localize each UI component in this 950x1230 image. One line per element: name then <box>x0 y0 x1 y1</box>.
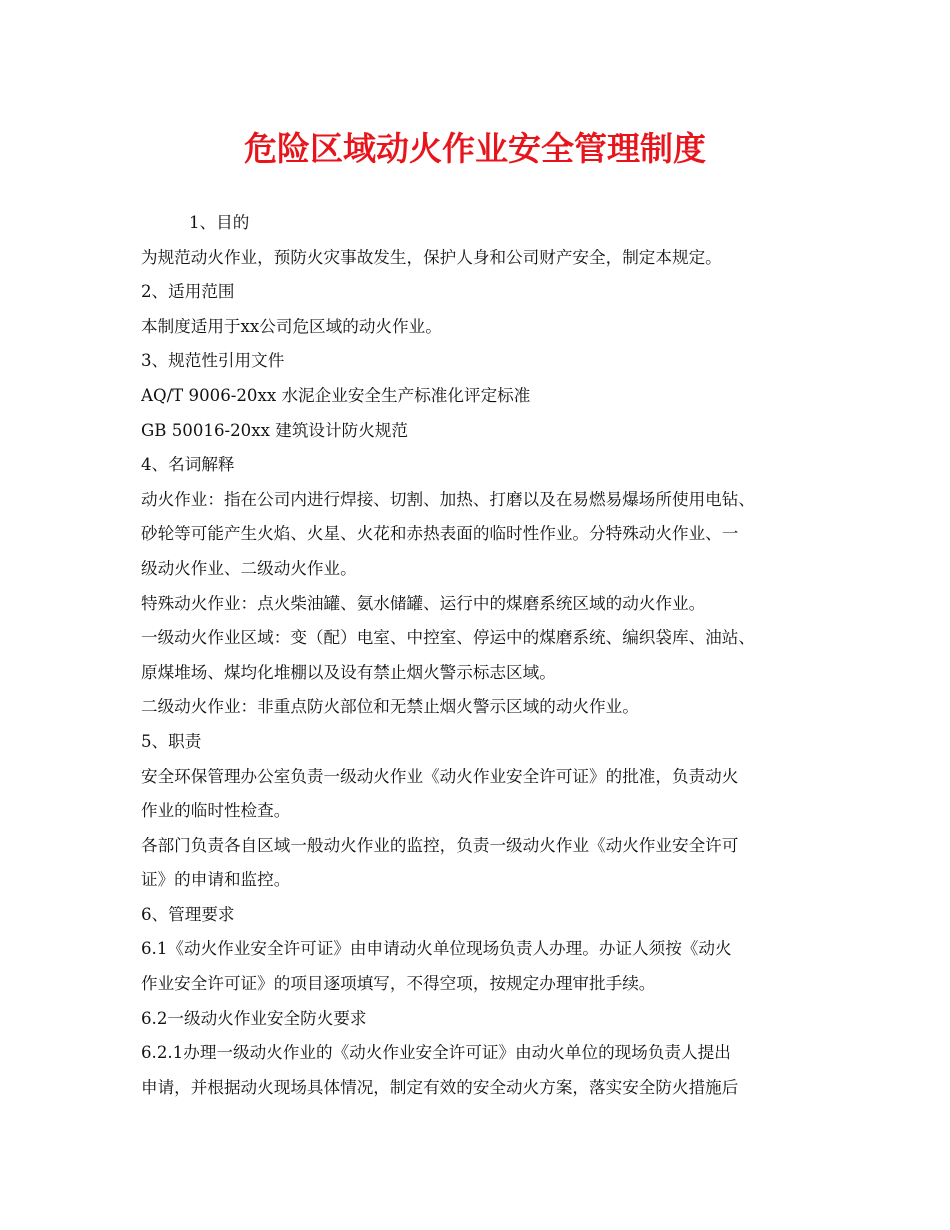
document-title: 危险区域动火作业安全管理制度 <box>244 129 706 168</box>
paragraph-line: 6.1《动火作业安全许可证》由申请动火单位现场负责人办理。办证人须按《动火 <box>141 939 732 959</box>
paragraph-line: 安全环保管理办公室负责一级动火作业《动火作业安全许可证》的批准，负责动火 <box>141 766 739 786</box>
paragraph-line: 6.2.1办理一级动火作业的《动火作业安全许可证》由动火单位的现场负责人提出 <box>141 1043 731 1063</box>
paragraph-line: 证》的申请和监控。 <box>141 870 291 890</box>
section-heading-responsibilities: 5、职责 <box>141 731 202 751</box>
reference-standard: AQ/T 9006-20xx 水泥企业安全生产标准化评定标准 <box>141 385 531 405</box>
paragraph-line: 砂轮等可能产生火焰、火星、火花和赤热表面的临时性作业。分特殊动火作业、一 <box>141 524 739 544</box>
paragraph-line: 为规范动火作业，预防火灾事故发生，保护人身和公司财产安全，制定本规定。 <box>141 247 722 267</box>
paragraph-line: 一级动火作业区域：变（配）电室、中控室、停运中的煤磨系统、编织袋库、油站、 <box>141 628 755 648</box>
section-heading-scope: 2、适用范围 <box>141 282 235 302</box>
paragraph-line: 二级动火作业：非重点防火部位和无禁止烟火警示区域的动火作业。 <box>141 697 639 717</box>
reference-standard: GB 50016-20xx 建筑设计防火规范 <box>141 420 408 440</box>
section-heading-references: 3、规范性引用文件 <box>141 351 285 371</box>
subsection-heading: 6.2一级动火作业安全防火要求 <box>141 1008 367 1028</box>
paragraph-line: 申请，并根据动火现场具体情况，制定有效的安全动火方案，落实安全防火措施后 <box>141 1077 739 1097</box>
section-heading-definitions: 4、名词解释 <box>141 455 235 475</box>
section-heading-management-requirements: 6、管理要求 <box>141 904 235 924</box>
paragraph-line: 作业的临时性检查。 <box>141 801 291 821</box>
document-body <box>141 206 841 1105</box>
paragraph-line: 特殊动火作业：点火柴油罐、氨水储罐、运行中的煤磨系统区域的动火作业。 <box>141 593 706 613</box>
paragraph-line: 原煤堆场、煤均化堆棚以及设有禁止烟火警示标志区域。 <box>141 662 556 682</box>
section-heading-purpose: 1、目的 <box>189 213 250 232</box>
paragraph-line: 级动火作业、二级动火作业。 <box>141 558 357 578</box>
paragraph-line: 各部门负责各自区域一般动火作业的监控，负责一级动火作业《动火作业安全许可 <box>141 835 739 855</box>
paragraph-line: 作业安全许可证》的项目逐项填写，不得空项，按规定办理审批手续。 <box>141 974 656 994</box>
paragraph-line: 动火作业：指在公司内进行焊接、切割、加热、打磨以及在易燃易爆场所使用电钻、 <box>141 489 755 509</box>
paragraph-line: 本制度适用于xx公司危区域的动火作业。 <box>141 316 442 336</box>
